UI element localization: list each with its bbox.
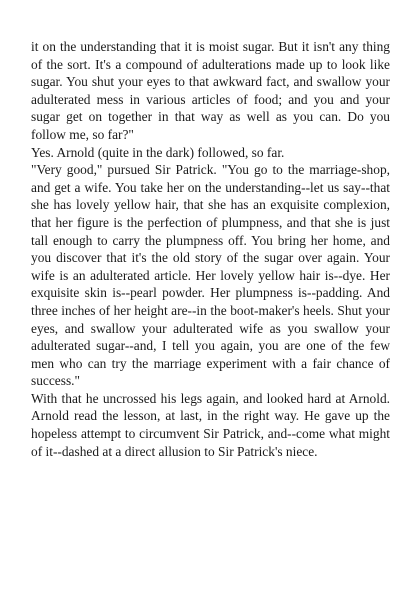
paragraph-arnold-follows: Yes. Arnold (quite in the dark) followed, so far. — [31, 144, 285, 160]
paragraph-marriage-shop: "Very good," pursued Sir Patrick. "You go to the marriage-shop, and get a wife. You take her on the understanding--let us say--that she has lovely yellow hair, that she has an exquisite complexion, that her figure is the perfection of plumpness, and that she is just tall enough to carry the plumpness off. You bring her home, and you discover that it's the old story of the sugar over again. Your wife is an adulterated article. Her lovely yellow hair is--dye. Her exquisite skin is--pearl powder. Her plumpness is--padding. And three inches of her height are--in the boot-maker's heels. Shut your eyes, and swallow your adulterated wife as you swallow your adulterated sugar--and, I tell you again, you are one of the few men who can try the marriage experiment with a fair chance of success." — [31, 162, 390, 389]
paragraph-direct-allusion: With that he uncrossed his legs again, and looked hard at Arnold. Arnold read the lesson, at last, in the right way. He gave up the hopeless attempt to circumvent Sir Patrick, and--come what might of it--dashed at a direct allusion to Sir Patrick's niece. — [31, 390, 390, 459]
paragraph-sugar-analogy: it on the understanding that it is moist sugar. But it isn't any thing of the sort. It's a compound of adulterations made up to look like sugar. You shut your eyes to that awkward fact, and swallow your adulterated mess in various articles of food; and you and your sugar get on together in that way as well as you can. Do you follow me, so far?" — [31, 39, 390, 142]
body-text — [31, 38, 390, 460]
